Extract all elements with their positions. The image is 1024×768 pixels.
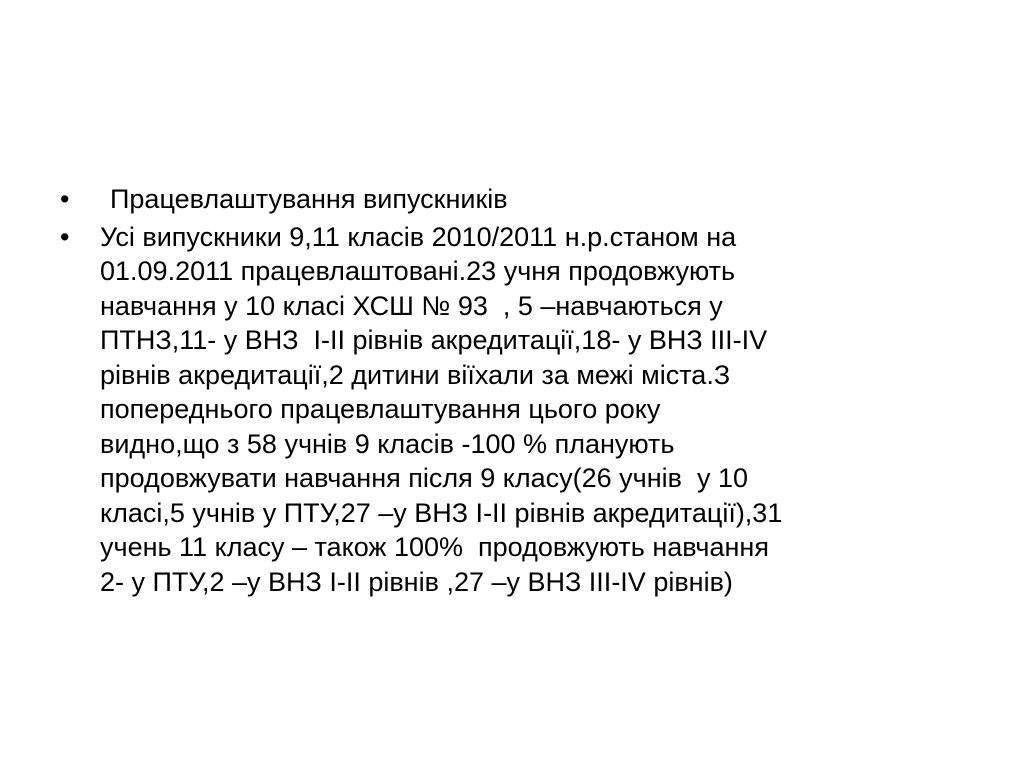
body-line: продовжувати навчання після 9 класу(26 учнів у 10	[100, 463, 749, 493]
body-line: рівнів акредитації,2 дитини віїхали за межі міста.З	[100, 359, 731, 390]
body-line: класі,5 учнів у ПТУ,27 –у ВНЗ І-ІІ рівнів акредитації),31	[100, 497, 783, 528]
body-line: учень 11 класу – також 100% продовжують навчання	[100, 532, 769, 562]
body-line: видно,що з 58 учнів 9 класів -100 % планують	[100, 428, 675, 459]
body-line: навчання у 10 класі ХСШ № 93 , 5 –навчаються у	[100, 290, 723, 321]
bullet-item-heading	[60, 182, 980, 217]
bullet-marker: •	[60, 184, 70, 214]
body-line: Усі випускники 9,11 класів 2010/2011 н.р.станом на	[100, 221, 737, 252]
bullet-item-body	[60, 220, 980, 600]
bullet-heading-text: Працевлаштування випускників	[110, 184, 508, 214]
bullet-list	[60, 182, 980, 599]
bullet-marker: •	[60, 221, 70, 252]
body-line: ПТНЗ,11- у ВНЗ І-ІІ рівнів акредитації,18- у ВНЗ ІІІ-ІV	[100, 325, 768, 355]
body-line: 2- у ПТУ,2 –у ВНЗ І-ІІ рівнів ,27 –у ВНЗ ІІІ-ІV рівнів)	[100, 566, 733, 597]
body-line: попереднього працевлаштування цього року	[100, 394, 661, 424]
body-line: 01.09.2011 працевлаштовані.23 учня продовжують	[100, 256, 736, 286]
